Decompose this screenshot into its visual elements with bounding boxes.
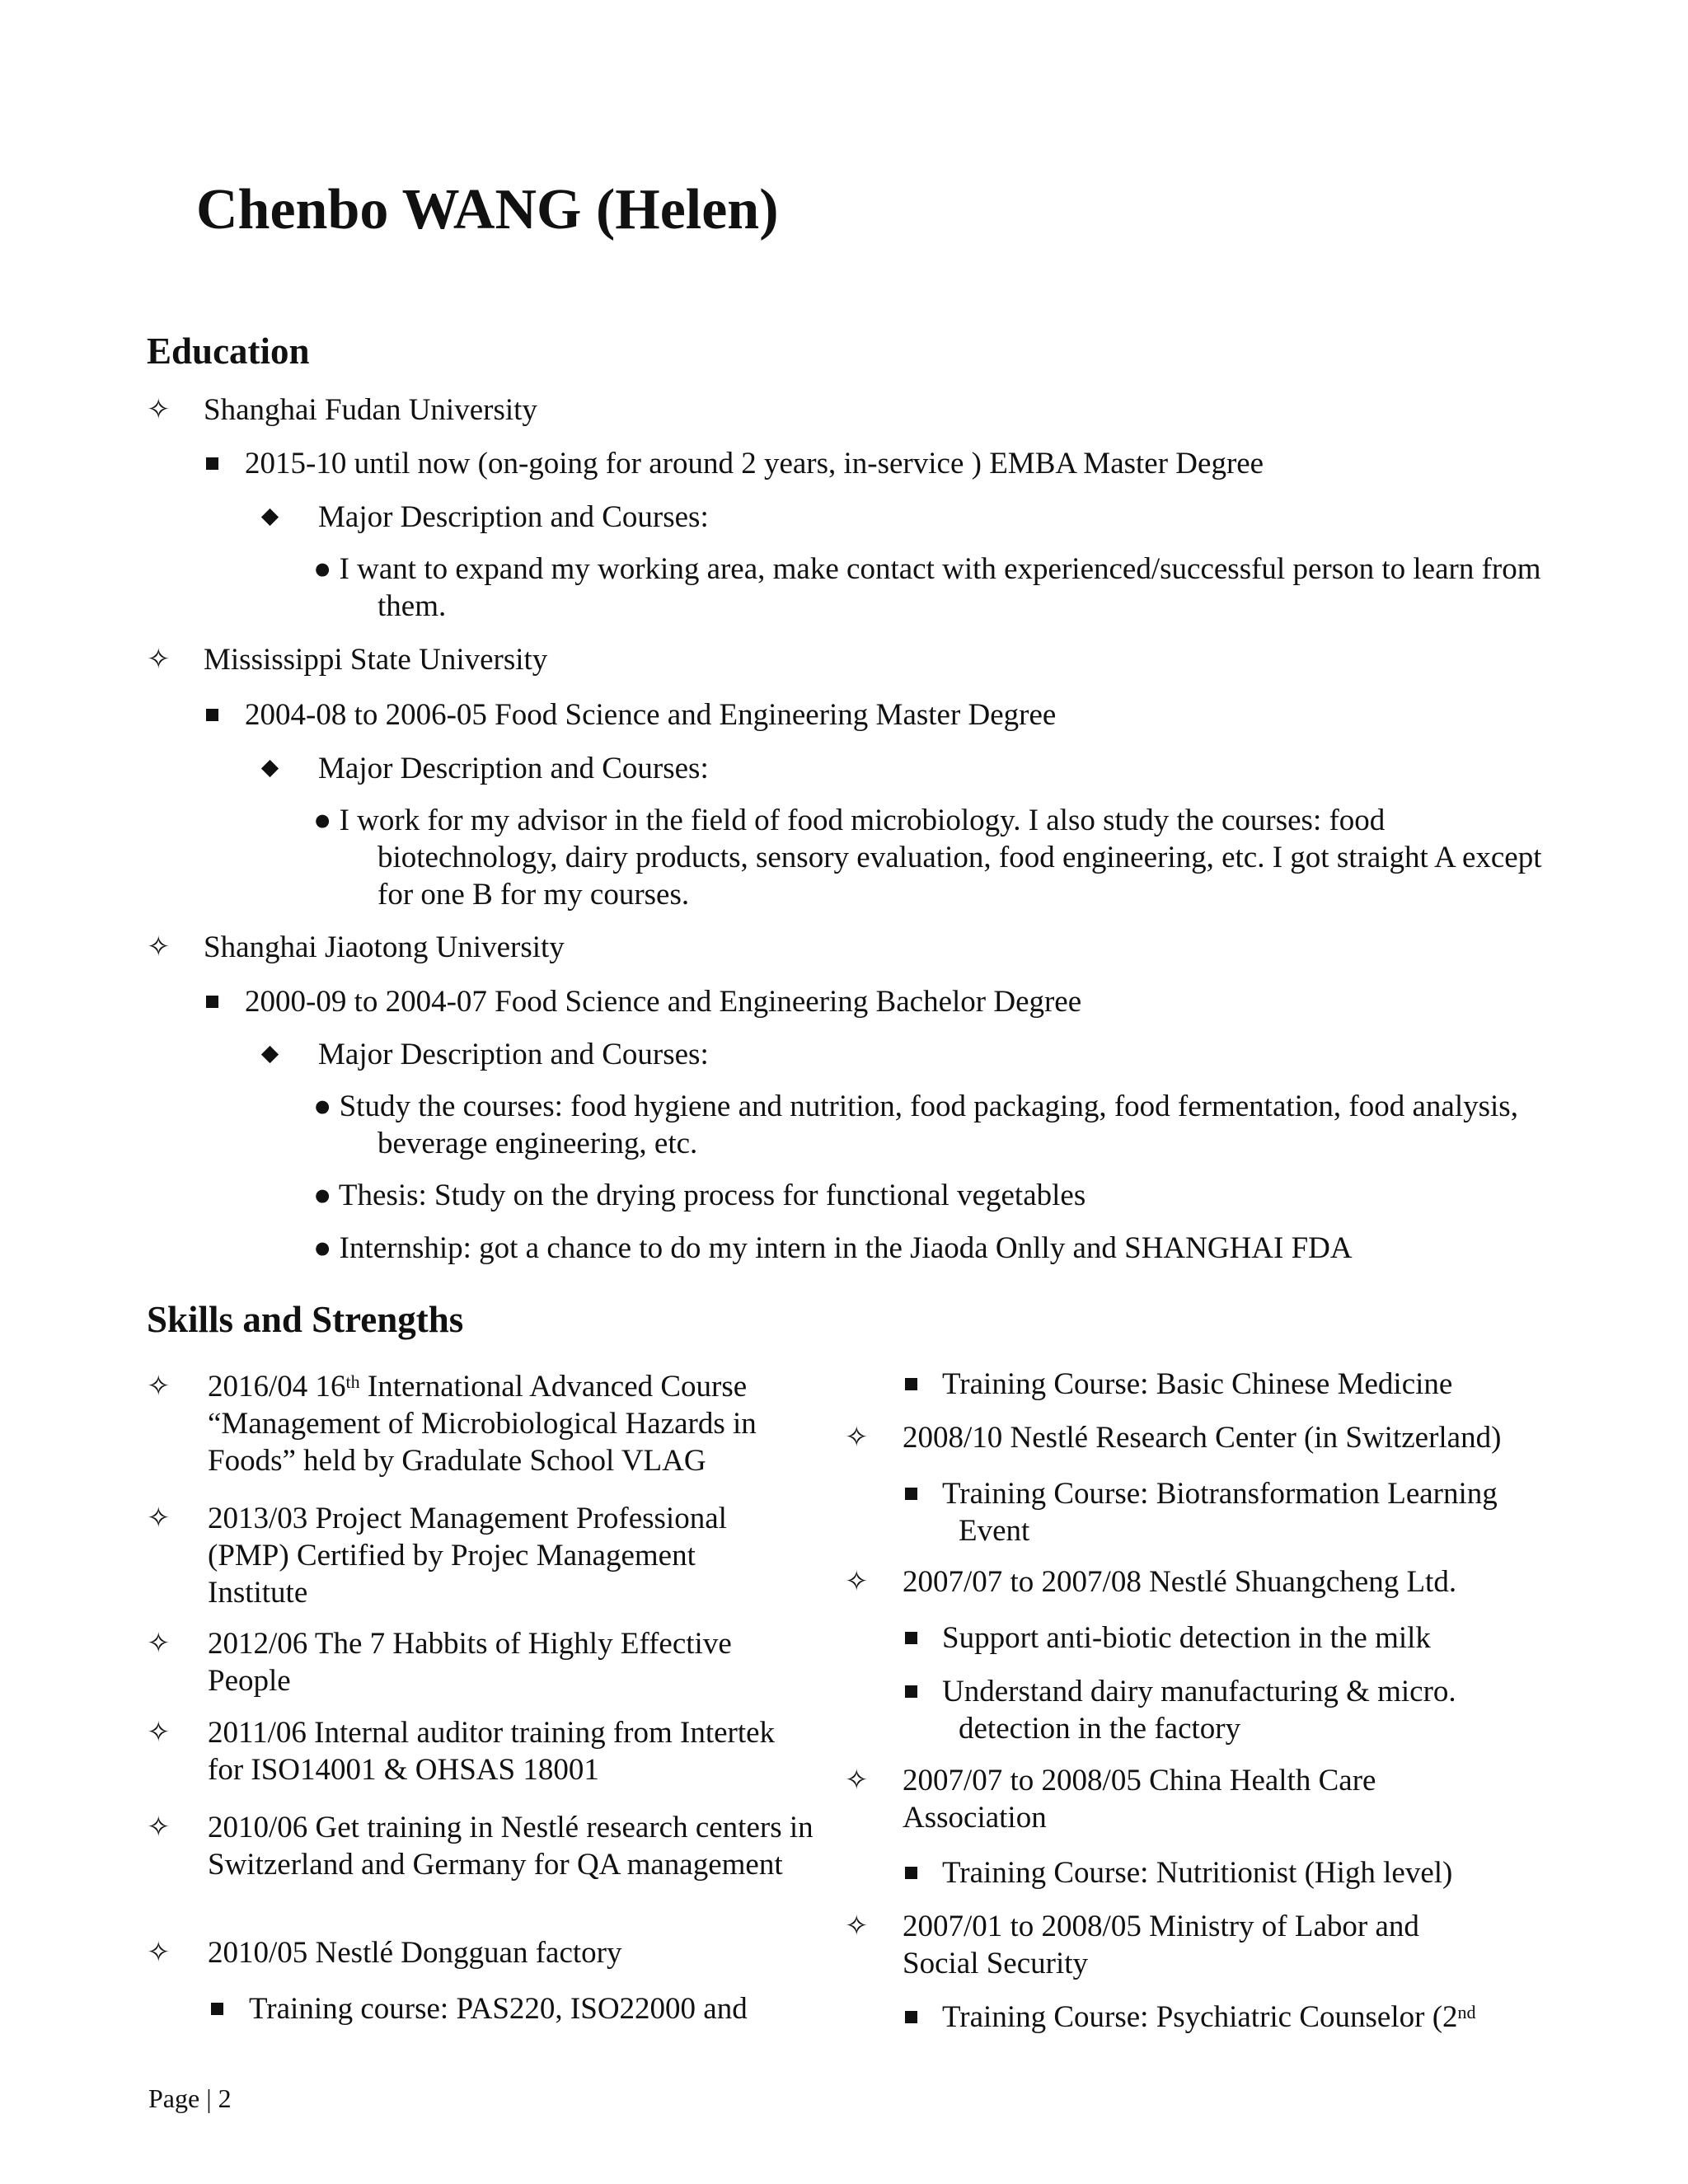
page-number: Page | 2 <box>148 2083 232 2113</box>
school-name: Shanghai Fudan University <box>204 393 537 427</box>
square-bullet-icon <box>206 996 218 1012</box>
diamond-bullet-icon <box>264 1048 276 1065</box>
square-bullet-icon <box>905 1378 917 1394</box>
course-detail: ● I work for my advisor in the field of food microbiology. I also study the courses: food biotechnology, dairy products, sensory evaluation, food engineering, etc. I got straight A except for one B for my courses. <box>313 804 1542 912</box>
education-heading: Education <box>147 330 310 372</box>
square-bullet-icon <box>211 2003 223 2019</box>
course-detail: ● I want to expand my working area, make contact with experienced/successful person to learn from them. <box>313 552 1541 623</box>
page-title: Chenbo WANG (Helen) <box>196 178 779 241</box>
skill-subitem: Support anti-biotic detection in the milk <box>942 1621 1431 1655</box>
skill-subitem: Training Course: Psychiatric Counselor (2nd <box>942 2000 1476 2034</box>
degree-line: 2000-09 to 2004-07 Food Science and Engineering Bachelor Degree <box>245 985 1082 1019</box>
square-bullet-icon <box>905 1488 917 1504</box>
diamond-bullet-icon <box>264 511 276 527</box>
skill-item: 2010/05 Nestlé Dongguan factory <box>208 1936 622 1970</box>
star-bullet-icon: ✧ <box>147 1627 171 1660</box>
star-bullet-icon: ✧ <box>147 393 171 426</box>
course-detail: ● Study the courses: food hygiene and nutrition, food packaging, food fermentation, food analysis, beverage engineering, etc. <box>313 1090 1518 1160</box>
skill-subitem: Understand dairy manufacturing & micro. detection in the factory <box>942 1675 1456 1746</box>
star-bullet-icon: ✧ <box>845 1421 869 1454</box>
skill-subitem: Training course: PAS220, ISO22000 and <box>249 1992 748 2026</box>
square-bullet-icon <box>905 1685 917 1702</box>
star-bullet-icon: ✧ <box>845 1764 869 1797</box>
star-bullet-icon: ✧ <box>845 1565 869 1598</box>
star-bullet-icon: ✧ <box>147 1716 171 1749</box>
course-detail: ● Thesis: Study on the drying process for functional vegetables <box>313 1179 1086 1212</box>
major-label: Major Description and Courses: <box>318 752 709 785</box>
skill-item: 2007/07 to 2007/08 Nestlé Shuangcheng Ltd. <box>903 1565 1457 1599</box>
diamond-bullet-icon <box>264 762 276 779</box>
school-name: Shanghai Jiaotong University <box>204 930 565 964</box>
course-detail: ● Internship: got a chance to do my intern in the Jiaoda Onlly and SHANGHAI FDA <box>313 1231 1353 1265</box>
skill-subitem: Training Course: Biotransformation Learning Event <box>942 1477 1498 1548</box>
star-bullet-icon: ✧ <box>147 930 171 963</box>
skill-item: 2012/06 The 7 Habbits of Highly Effective People <box>208 1627 732 1698</box>
star-bullet-icon: ✧ <box>147 1370 171 1403</box>
degree-line: 2004-08 to 2006-05 Food Science and Engineering Master Degree <box>245 698 1057 732</box>
square-bullet-icon <box>905 1867 917 1883</box>
square-bullet-icon <box>905 1632 917 1648</box>
skill-item: 2008/10 Nestlé Research Center (in Switzerland) <box>903 1421 1502 1455</box>
skill-item: 2013/03 Project Management Professional (PMP) Certified by Projec Management Institute <box>208 1502 727 1610</box>
square-bullet-icon <box>905 2011 917 2027</box>
star-bullet-icon: ✧ <box>147 1811 171 1844</box>
star-bullet-icon: ✧ <box>147 1936 171 1969</box>
school-name: Mississippi State University <box>204 643 548 677</box>
square-bullet-icon <box>206 709 218 725</box>
skill-item: 2010/06 Get training in Nestlé research centers in Switzerland and Germany for QA management <box>208 1811 814 1882</box>
major-label: Major Description and Courses: <box>318 500 709 534</box>
skill-item: 2007/01 to 2008/05 Ministry of Labor and Social Security <box>903 1910 1419 1980</box>
skill-item: 2011/06 Internal auditor training from Intertek for ISO14001 & OHSAS 18001 <box>208 1716 776 1787</box>
skill-subitem: Training Course: Basic Chinese Medicine <box>942 1367 1453 1401</box>
star-bullet-icon: ✧ <box>845 1910 869 1943</box>
skill-item: 2016/04 16th International Advanced Course “Management of Microbiological Hazards in Foods” held by Gradulate School VLAG <box>208 1370 757 1478</box>
star-bullet-icon: ✧ <box>147 1502 171 1535</box>
skill-subitem: Training Course: Nutritionist (High level) <box>942 1856 1453 1890</box>
major-label: Major Description and Courses: <box>318 1038 709 1071</box>
skills-heading: Skills and Strengths <box>147 1299 464 1340</box>
degree-line: 2015-10 until now (on-going for around 2 years, in-service ) EMBA Master Degree <box>245 447 1264 480</box>
star-bullet-icon: ✧ <box>147 643 171 676</box>
square-bullet-icon <box>206 457 218 474</box>
skill-item: 2007/07 to 2008/05 China Health Care Association <box>903 1764 1376 1835</box>
